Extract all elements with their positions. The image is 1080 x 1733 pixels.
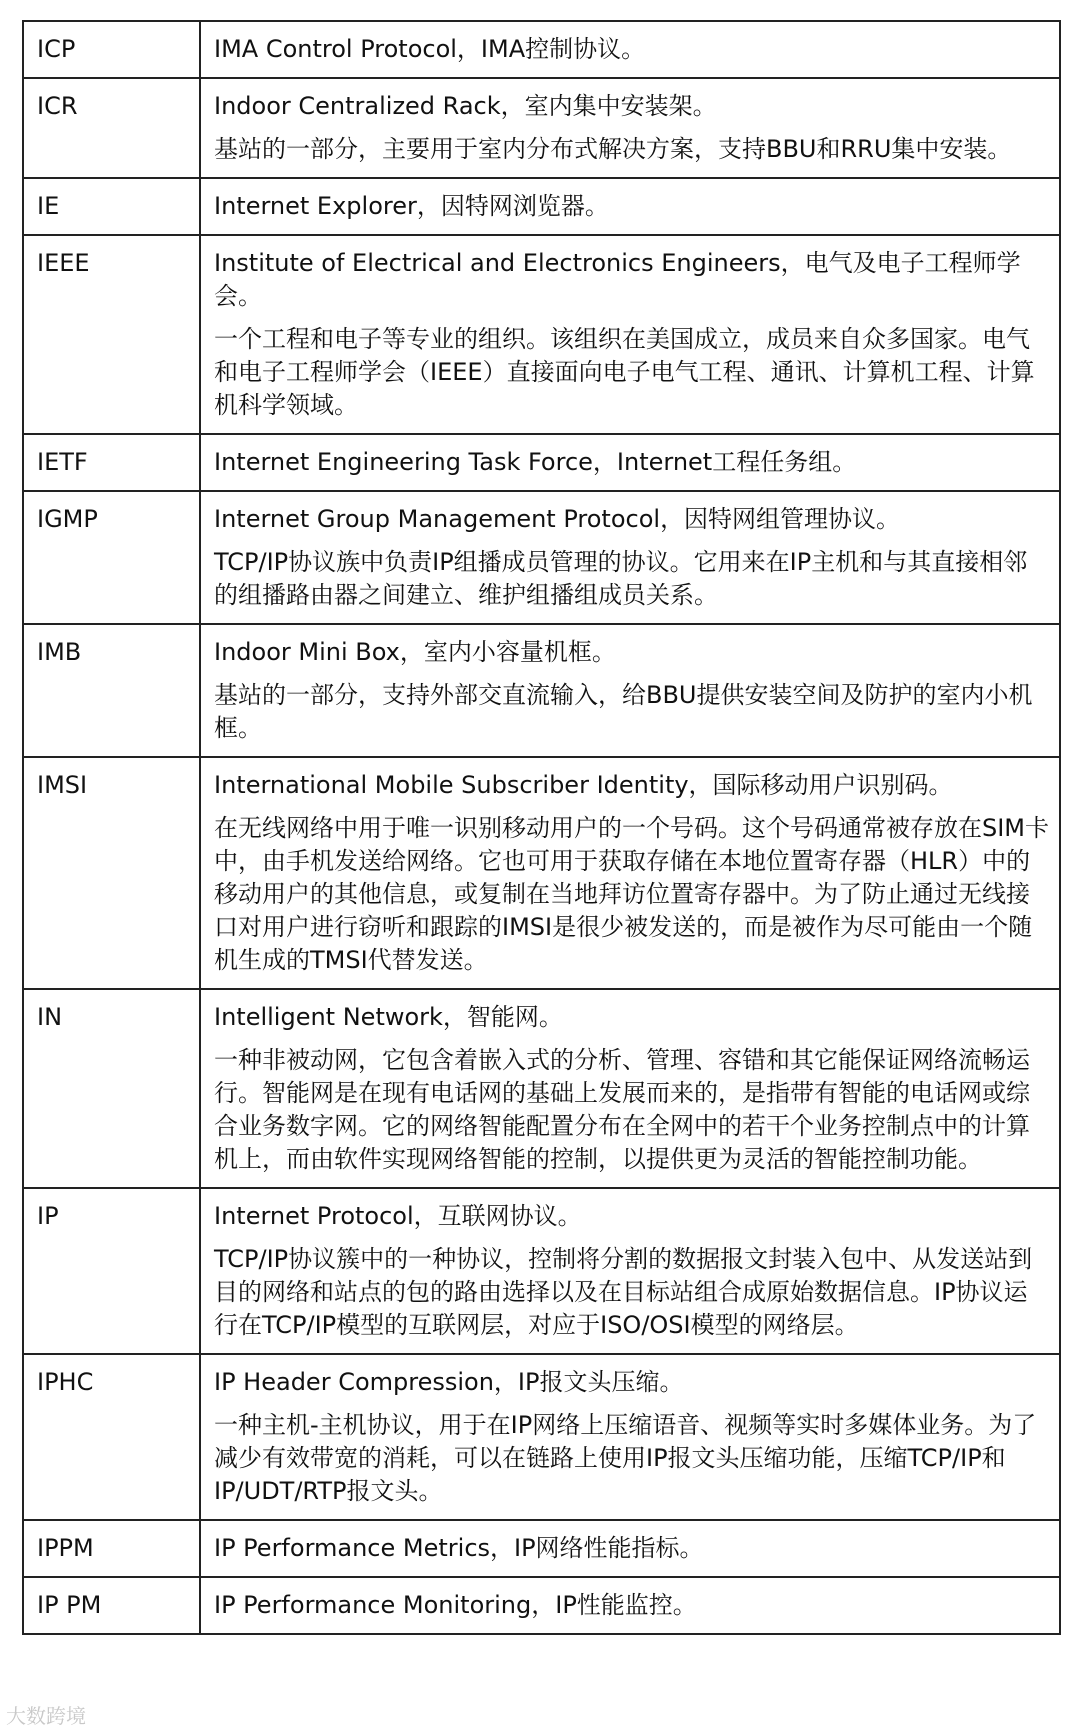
term-cell xyxy=(23,1188,200,1354)
definition-text: IP Header Compression，IP报文头压缩。 xyxy=(214,1368,684,1396)
definition-text: Indoor Centralized Rack，室内集中安装架。 xyxy=(214,92,717,120)
term-label: ICR xyxy=(37,92,78,120)
term-label: IPHC xyxy=(37,1368,94,1396)
definition-text: IP Performance Monitoring，IP性能监控。 xyxy=(214,1591,697,1619)
definition-detail: TCP/IP协议族中负责IP组播成员管理的协议。它用来在IP主机和与其直接相邻的组播路由器之间建立、维护组播组成员关系。 xyxy=(214,548,1028,609)
term-label: IGMP xyxy=(37,505,98,533)
term-cell xyxy=(23,1354,200,1520)
glossary-row xyxy=(23,1188,1060,1354)
definition-detail: TCP/IP协议簇中的一种协议，控制将分割的数据报文封装入包中、从发送站到目的网络和站点的包的路由选择以及在目标站组合成原始数据信息。IP协议运行在TCP/IP模型的互联网层，对应于ISO/OSI模型的网络层。 xyxy=(214,1245,1033,1339)
glossary-row xyxy=(23,624,1060,757)
term-cell xyxy=(23,491,200,624)
glossary-row xyxy=(23,21,1060,78)
glossary-row xyxy=(23,1520,1060,1577)
definition-text: Internet Explorer，因特网浏览器。 xyxy=(214,192,609,220)
definition-text: Internet Engineering Task Force，Internet工程任务组。 xyxy=(214,448,857,476)
term-label: ICP xyxy=(37,35,76,63)
definition-cell xyxy=(200,1354,1060,1520)
definition-cell xyxy=(200,178,1060,235)
glossary-row xyxy=(23,1354,1060,1520)
glossary-table xyxy=(22,20,1061,1635)
watermark-text: 大数跨境 xyxy=(6,1704,86,1728)
definition-cell xyxy=(200,1520,1060,1577)
glossary-row xyxy=(23,178,1060,235)
definition-detail: 基站的一部分，主要用于室内分布式解决方案，支持BBU和RRU集中安装。 xyxy=(214,135,1012,163)
term-cell xyxy=(23,235,200,434)
term-cell xyxy=(23,21,200,78)
definition-text: IMA Control Protocol，IMA控制协议。 xyxy=(214,35,646,63)
definition-cell xyxy=(200,21,1060,78)
term-label: IE xyxy=(37,192,60,220)
term-cell xyxy=(23,178,200,235)
term-label: IETF xyxy=(37,448,88,476)
definition-detail: 一种主机-主机协议，用于在IP网络上压缩语音、视频等实时多媒体业务。为了减少有效带宽的消耗，可以在链路上使用IP报文头压缩功能，压缩TCP/IP和IP/UDT/RTP报文头。 xyxy=(214,1411,1037,1505)
glossary-row xyxy=(23,235,1060,434)
term-cell xyxy=(23,434,200,491)
term-label: IEEE xyxy=(37,249,90,277)
term-cell xyxy=(23,757,200,989)
definition-detail: 基站的一部分，支持外部交直流输入，给BBU提供安装空间及防护的室内小机框。 xyxy=(214,681,1033,742)
term-cell xyxy=(23,1577,200,1634)
definition-cell xyxy=(200,78,1060,178)
term-cell xyxy=(23,1520,200,1577)
term-cell xyxy=(23,78,200,178)
definition-cell xyxy=(200,235,1060,434)
definition-cell xyxy=(200,434,1060,491)
definition-cell xyxy=(200,624,1060,757)
definition-cell xyxy=(200,491,1060,624)
definition-text: Intelligent Network，智能网。 xyxy=(214,1003,563,1031)
definition-text: IP Performance Metrics，IP网络性能指标。 xyxy=(214,1534,704,1562)
term-label: IP xyxy=(37,1202,59,1230)
definition-cell xyxy=(200,989,1060,1188)
definition-text: Internet Group Management Protocol，因特网组管理协议。 xyxy=(214,505,901,533)
term-label: IP PM xyxy=(37,1591,102,1619)
term-cell xyxy=(23,989,200,1188)
definition-text: International Mobile Subscriber Identity，国际移动用户识别码。 xyxy=(214,771,953,799)
term-label: IPPM xyxy=(37,1534,94,1562)
glossary-row xyxy=(23,1577,1060,1634)
term-label: IN xyxy=(37,1003,63,1031)
glossary-row xyxy=(23,491,1060,624)
definition-text: Internet Protocol，互联网协议。 xyxy=(214,1202,582,1230)
glossary-row xyxy=(23,434,1060,491)
glossary-row xyxy=(23,989,1060,1188)
glossary-row xyxy=(23,757,1060,989)
definition-text: Institute of Electrical and Electronics Engineers，电气及电子工程师学会。 xyxy=(214,249,1021,310)
glossary-row xyxy=(23,78,1060,178)
glossary-body xyxy=(23,21,1060,1634)
definition-text: Indoor Mini Box，室内小容量机框。 xyxy=(214,638,616,666)
definition-detail: 一种非被动网，它包含着嵌入式的分析、管理、容错和其它能保证网络流畅运行。智能网是在现有电话网的基础上发展而来的，是指带有智能的电话网或综合业务数字网。它的网络智能配置分布在全网中的若干个业务控制点中的计算机上，而由软件实现网络智能的控制，以提供更为灵活的智能控制功能。 xyxy=(214,1046,1030,1173)
term-label: IMB xyxy=(37,638,82,666)
term-label: IMSI xyxy=(37,771,88,799)
definition-cell xyxy=(200,757,1060,989)
definition-cell xyxy=(200,1188,1060,1354)
definition-detail: 在无线网络中用于唯一识别移动用户的一个号码。这个号码通常被存放在SIM卡中，由手机发送给网络。它也可用于获取存储在本地位置寄存器（HLR）中的移动用户的其他信息，或复制在当地拜访位置寄存器中。为了防止通过无线接口对用户进行窃听和跟踪的IMSI是很少被发送的，而是被作为尽可能由一个随机生成的TMSI代替发送。 xyxy=(214,814,1050,974)
definition-cell xyxy=(200,1577,1060,1634)
term-cell xyxy=(23,624,200,757)
definition-detail: 一个工程和电子等专业的组织。该组织在美国成立，成员来自众多国家。电气和电子工程师学会（IEEE）直接面向电子电气工程、通讯、计算机工程、计算机科学领域。 xyxy=(214,325,1035,419)
